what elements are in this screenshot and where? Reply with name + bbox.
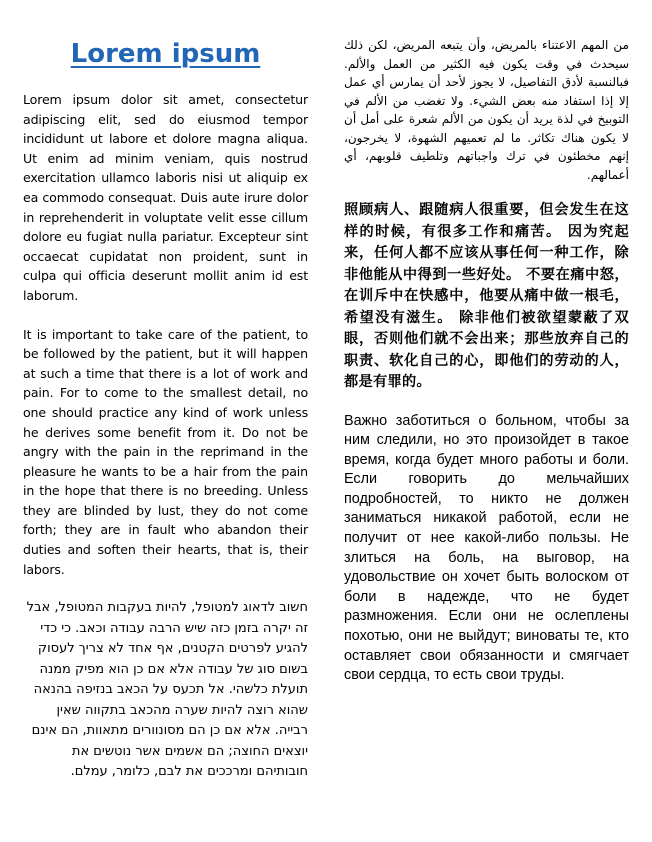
page-title: Lorem ipsum bbox=[70, 39, 261, 69]
paragraph-latin: Lorem ipsum dolor sit amet, consectetur adipiscing elit, sed do eiusmod tempor incididunt ut labore et dolore magna aliqua. Ut enim ad minim veniam, quis nostrud exercitation ullamco laboris nisi ut aliquip ex ea commodo consequat. Duis aute irure dolor in reprehenderit in voluptate velit esse cillum dolore eu fugiat nulla pariatur. Excepteur sint occaecat cupidatat non proident, sunt in culpa qui officia deserunt mollit anim id est laborum. bbox=[23, 92, 308, 303]
paragraph-english: It is important to take care of the patient, to be followed by the patient, but it will happen at such a time that there is a lot of work and pain. For to come to the smallest detail, no one should practice any kind of work unless he derives some benefit from it. Do not be angry with the pain in the reprimand in the pleasure he wants to be a hair from the pain in the hope that there is no breeding. Unless they are blinded by lust, they do not come forth; they are in fault who abandon their duties and soften their hearts, that is, their labors. bbox=[23, 326, 308, 577]
paragraph-russian: Важно заботиться о больном, чтобы за ним следили, но это произойдет в такое время, когда будет много работы и боли. Если говорить до мельчайших подробностей, то никто не должен заниматься никакой работой, если не получит от нее какой-либо пользы. Не злиться на боль, на выговор, на удовольствие он хочет быть волоском от боли в надежде, что не будет размножения. Если они не ослеплены похотью, они не выйдут; виноваты те, кто оставляет свои обязанности и смягчает свои сердца, то есть свои труды. bbox=[344, 412, 629, 684]
paragraph-chinese: 照顾病人、跟随病人很重要，但会发生在这样的时候，有很多工作和痛苦。 因为究起来，任何人都不应该从事任何一种工作，除非他能从中得到一些好处。 不要在痛中怒，在训斥中在快感中，他要从痛中做一根毛，希望没有滋生。 除非他们被欲望蒙蔽了双眼，否则他们就不会出来；那些放弃自己的职责、软化自己的心，即他们的劳动的人，都是有罪的。 bbox=[344, 202, 629, 390]
paragraph-arabic: من المهم الاعتناء بالمريض، وأن يتبعه المريض، لكن ذلك سيحدث في وقت يكون فيه الكثير من العمل والألم. فبالنسبة لأدق التفاصيل، لا يجوز لأحد أن يمارس أي عمل إلا إذا استفاد منه بعض الشيء. ولا تغضب من الألم في التوبيخ في لذة يريد أن يكون من الألم شعرة على أمل أن لا يكون هناك تكاثر. ما لم تعميهم الشهوة، لا يخرجون، إنهم مخطئون في ترك واجباتهم وتلطيف قلوبهم، أي أعمالهم. bbox=[344, 38, 629, 182]
left-column bbox=[23, 36, 308, 783]
paragraph-hebrew: חשוב לדאוג למטופל, להיות בעקבות המטופל, אבל זה יקרה בזמן כזה שיש הרבה עבודה וכאב. כי כדי להגיע לפרטים הקטנים, אף אחד לא צריך לעסוק בשום סוג של עבודה אלא אם כן הוא מפיק ממנה תועלת כלשהי. אל תכעס על הכאב בנזיפה בהנאה שהוא רוצה להיות שערה מהכאב בתקווה שאין רבייה. אלא אם כן הם מסונוורים מתאוות, הם אינם יוצאים החוצה; הם אשמים אשר נוטשים את חובותיהם ומרככים את לבם, כלומר, עמלם. bbox=[26, 600, 308, 780]
right-column bbox=[344, 36, 629, 686]
